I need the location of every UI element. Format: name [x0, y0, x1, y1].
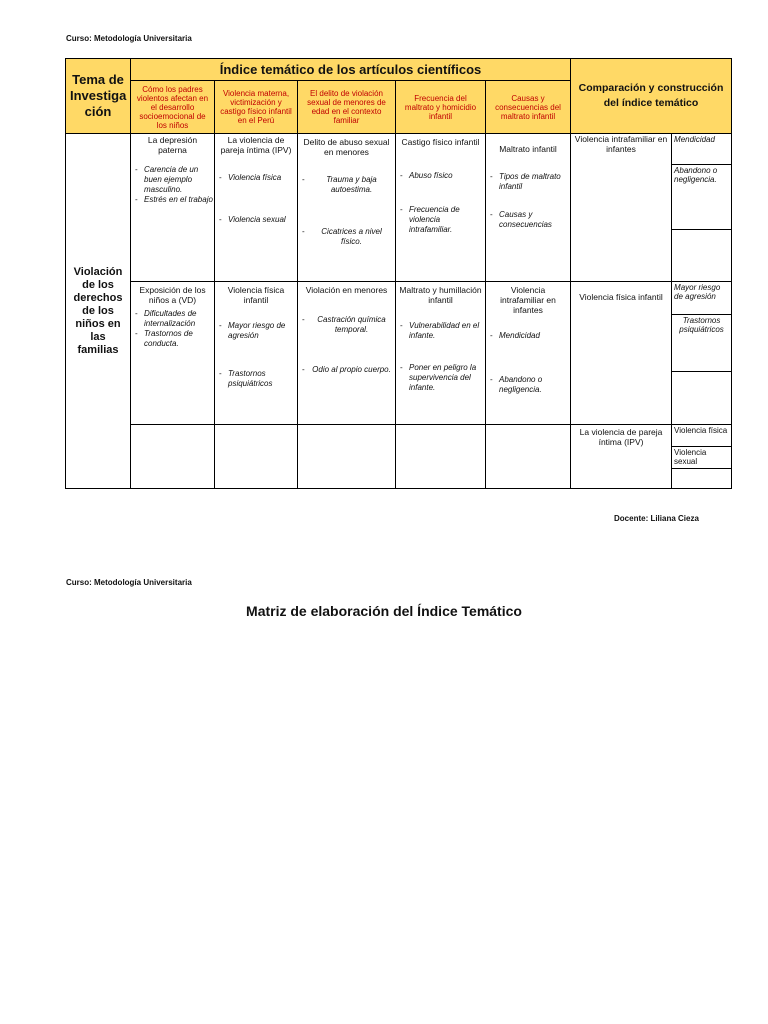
category-label: Violación en menores — [305, 285, 388, 295]
comparison-category-label: Violencia física infantil — [579, 292, 663, 302]
row1-article5-cell — [486, 134, 571, 282]
comparison-category-2 — [571, 282, 672, 425]
comparison-subtopic: Mendicidad — [672, 134, 731, 165]
subtopic-item: - Odio al propio cuerpo. — [298, 365, 395, 375]
category-label: La depresión paterna — [147, 135, 198, 155]
comparison-category-3 — [571, 425, 672, 489]
subtopic-item: - Castración química temporal. — [298, 315, 395, 335]
comparison-header: Comparación y construcción del índice temático — [571, 59, 732, 134]
row3-empty-cell — [396, 425, 486, 489]
teacher-label: Docente: Liliana Cieza — [614, 514, 699, 523]
row3-empty-cell — [215, 425, 298, 489]
subtopic-item: - Abuso físico — [396, 171, 485, 181]
article-header-4: Frecuencia del maltrato y homicidio infantil — [396, 81, 486, 134]
main-header: Índice temático de los artículos científicos — [131, 59, 571, 81]
subtopic-item: - Dificultades de internalización — [131, 309, 214, 329]
subtopic-item: - Cicatrices a nivel físico. — [298, 227, 395, 247]
row2-article3-cell — [298, 282, 396, 425]
article-header-3: El delito de violación sexual de menores de edad en el contexto familiar — [298, 81, 396, 134]
row2-article1-cell — [131, 282, 215, 425]
subtopic-item: - Abandono o negligencia. — [486, 375, 570, 395]
subtopic-item: - Mendicidad — [486, 331, 570, 341]
row1-article1-cell — [131, 134, 215, 282]
category-label: Castigo físico infantil — [401, 137, 480, 147]
row1-article4-cell — [396, 134, 486, 282]
subtopic-item: - Trastornos de conducta. — [131, 329, 214, 349]
comparison-subtopic: Mayor riesgo de agresión — [672, 282, 731, 315]
comparison-subtopic: Violencia sexual — [672, 447, 731, 469]
comparison-category-1 — [571, 134, 672, 282]
article-header-5: Causas y consecuencias del maltrato infantil — [486, 81, 571, 134]
subtopic-item: - Trauma y baja autoestima. — [298, 175, 395, 195]
tema-value: Violación de los derechos de los niños en las familias — [66, 134, 131, 489]
comparison-empty-cell — [672, 469, 731, 489]
subtopic-item: - Mayor riesgo de agresión — [215, 321, 297, 341]
comparison-subtopics-1 — [672, 134, 732, 282]
row2-article5-cell — [486, 282, 571, 425]
row1-article2-cell — [215, 134, 298, 282]
tema-header: Tema de Investiga ción — [66, 59, 131, 134]
subtopic-item: - Violencia sexual — [215, 215, 297, 225]
comparison-subtopics-2 — [672, 282, 732, 425]
category-label: La violencia de pareja íntima (IPV) — [220, 135, 292, 155]
subtopic-item: - Trastornos psiquiátricos — [215, 369, 297, 389]
subtopic-item: - Tipos de maltrato infantil — [486, 172, 570, 192]
row2-article4-cell — [396, 282, 486, 425]
row3-empty-cell — [298, 425, 396, 489]
comparison-category-label: Violencia intrafamiliar en infantes — [574, 134, 668, 154]
category-label: Maltrato y humillación infantil — [399, 285, 482, 305]
comparison-subtopic: Abandono o negligencia. — [672, 165, 731, 230]
subtopic-item: - Estrés en el trabajo — [131, 195, 214, 205]
subtopic-item: - Carencia de un buen ejemplo masculino. — [131, 165, 214, 195]
category-label: Delito de abuso sexual en menores — [303, 137, 390, 157]
comparison-subtopic: Trastornos psiquiátricos — [672, 315, 731, 372]
subtopic-item: - Poner en peligro la supervivencia del infante. — [396, 363, 485, 393]
category-label: Exposición de los niños a (VD) — [139, 285, 206, 305]
category-label: Violencia física infantil — [227, 285, 285, 305]
row2-article2-cell — [215, 282, 298, 425]
category-label: Violencia intrafamiliar en infantes — [500, 285, 556, 315]
row3-empty-cell — [486, 425, 571, 489]
comparison-category-label: La violencia de pareja íntima (IPV) — [579, 427, 663, 447]
row1-article3-cell — [298, 134, 396, 282]
course-label-top: Curso: Metodología Universitaria — [66, 34, 192, 43]
article-header-1: Cómo los padres violentos afectan en el desarrollo socioemocional de los niños — [131, 81, 215, 134]
subtopic-item: - Causas y consecuencias — [486, 210, 570, 230]
comparison-subtopic: Violencia física — [672, 425, 731, 447]
row3-empty-cell — [131, 425, 215, 489]
thematic-index-table — [65, 58, 732, 489]
page-subtitle: Matriz de elaboración del Índice Temático — [246, 603, 522, 619]
article-header-2: Violencia materna, victimización y castigo físico infantil en el Perú — [215, 81, 298, 134]
comparison-empty-cell — [672, 230, 731, 277]
comparison-subtopics-3 — [672, 425, 732, 489]
course-label-bottom: Curso: Metodología Universitaria — [66, 578, 192, 587]
comparison-empty-cell — [672, 372, 731, 415]
subtopic-item: - Violencia física — [215, 173, 297, 183]
subtopic-item: - Frecuencia de violencia intrafamiliar. — [396, 205, 485, 235]
subtopic-item: - Vulnerabilidad en el infante. — [396, 321, 485, 341]
category-label: Maltrato infantil — [499, 144, 557, 154]
